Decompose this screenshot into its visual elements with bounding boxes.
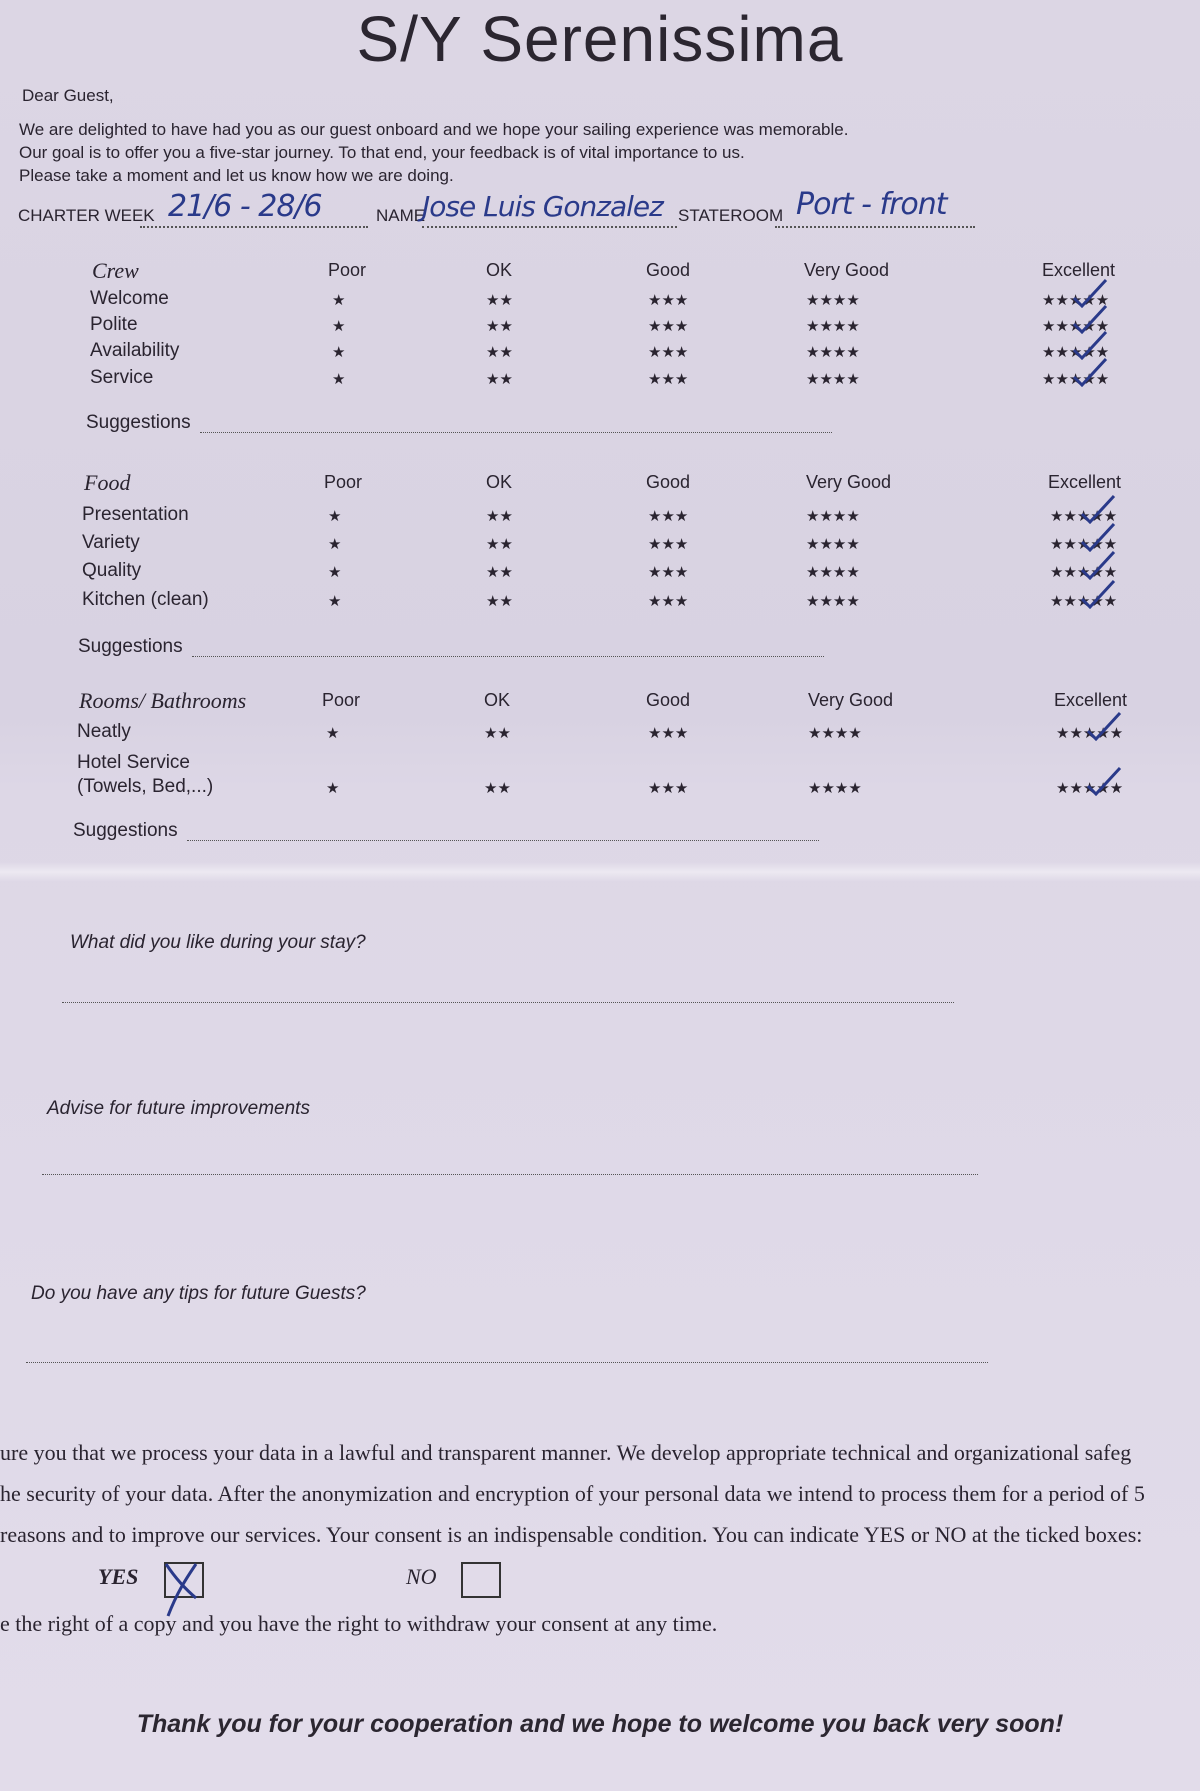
rating-option-5-star[interactable]: ★★★★★ — [1056, 780, 1124, 797]
rating-option-1-star[interactable]: ★ — [326, 780, 340, 797]
consent-no-checkbox[interactable] — [461, 1562, 501, 1598]
form-title: S/Y Serenissima — [356, 3, 844, 75]
stateroom-label: STATEROOM — [678, 206, 784, 225]
paper-fold — [0, 862, 1200, 882]
answer-line-tips[interactable] — [26, 1360, 988, 1363]
rating-item-label: Quality — [82, 560, 142, 581]
rating-option-4-star[interactable]: ★★★★ — [806, 593, 860, 610]
question-liked: What did you like during your stay? — [70, 932, 366, 953]
rating-option-1-star[interactable]: ★ — [328, 536, 342, 553]
rating-header-ok: OK — [486, 260, 513, 280]
rating-option-4-star[interactable]: ★★★★ — [806, 564, 860, 581]
rating-option-3-star[interactable]: ★★★ — [648, 318, 689, 335]
checkmark-icon — [1078, 494, 1118, 524]
rating-option-4-star[interactable]: ★★★★ — [808, 780, 862, 797]
suggestions-label: Suggestions — [73, 820, 178, 841]
rating-option-4-star[interactable]: ★★★★ — [806, 536, 860, 553]
rating-header-ok: OK — [484, 690, 511, 710]
rating-option-2-star[interactable]: ★★ — [486, 536, 513, 553]
rating-header-excellent: Excellent — [1048, 472, 1122, 492]
suggestions-input-line[interactable] — [187, 838, 819, 841]
rating-option-5-star[interactable]: ★★★★★ — [1042, 344, 1110, 361]
rating-option-2-star[interactable]: ★★ — [486, 292, 513, 309]
greeting: Dear Guest, — [22, 86, 114, 105]
rating-option-1-star[interactable]: ★ — [332, 292, 346, 309]
name-value: Jose Luis Gonzalez — [422, 190, 663, 223]
rating-option-5-star[interactable]: ★★★★★ — [1042, 318, 1110, 335]
rating-header-good: Good — [646, 690, 691, 710]
rating-header-poor: Poor — [322, 690, 361, 710]
rating-option-4-star[interactable]: ★★★★ — [806, 371, 860, 388]
rating-item-label: Service — [90, 367, 154, 388]
rating-option-3-star[interactable]: ★★★ — [648, 371, 689, 388]
rating-header-ok: OK — [486, 472, 513, 492]
checkmark-icon — [1070, 357, 1110, 387]
rating-option-5-star[interactable]: ★★★★★ — [1050, 536, 1118, 553]
rating-header-very-good: Very Good — [804, 260, 890, 280]
rating-option-1-star[interactable]: ★ — [326, 725, 340, 742]
question-improvements: Advise for future improvements — [47, 1098, 310, 1119]
rating-item-label: Presentation — [82, 504, 189, 525]
suggestions-label: Suggestions — [78, 636, 183, 657]
rating-option-1-star[interactable]: ★ — [332, 318, 346, 335]
section-title: Food — [84, 470, 131, 495]
rating-option-1-star[interactable]: ★ — [328, 593, 342, 610]
rating-option-3-star[interactable]: ★★★ — [648, 725, 689, 742]
consent-no-label: NO — [406, 1564, 437, 1589]
consent-yes-label: YES — [98, 1564, 139, 1589]
rating-option-5-star[interactable]: ★★★★★ — [1050, 593, 1118, 610]
rating-header-good: Good — [646, 472, 691, 492]
suggestions-input-line[interactable] — [200, 430, 832, 433]
rating-header-poor: Poor — [324, 472, 363, 492]
rating-header-good: Good — [646, 260, 691, 280]
rating-option-4-star[interactable]: ★★★★ — [806, 508, 860, 525]
rating-option-5-star[interactable]: ★★★★★ — [1050, 508, 1118, 525]
rating-header-very-good: Very Good — [806, 472, 892, 492]
rating-option-2-star[interactable]: ★★ — [486, 508, 513, 525]
rating-option-1-star[interactable]: ★ — [332, 371, 346, 388]
rating-header-excellent: Excellent — [1054, 690, 1128, 710]
rating-header-excellent: Excellent — [1042, 260, 1116, 280]
rating-option-3-star[interactable]: ★★★ — [648, 536, 689, 553]
section-title: Crew — [92, 258, 139, 283]
checkmark-icon — [1084, 766, 1124, 796]
rating-option-5-star[interactable]: ★★★★★ — [1042, 292, 1110, 309]
rating-option-4-star[interactable]: ★★★★ — [806, 344, 860, 361]
rating-header-poor: Poor — [328, 260, 367, 280]
rating-item-sublabel: (Towels, Bed,...) — [77, 776, 214, 797]
rating-option-1-star[interactable]: ★ — [332, 344, 346, 361]
legal-line-2: he security of your data. After the anonymization and encryption of your personal data we intend to process them for a period of 5 — [0, 1481, 1145, 1506]
rating-option-4-star[interactable]: ★★★★ — [806, 318, 860, 335]
name-label: NAME — [376, 206, 426, 225]
rating-option-1-star[interactable]: ★ — [328, 508, 342, 525]
rating-item-label: Polite — [90, 314, 138, 335]
rating-option-4-star[interactable]: ★★★★ — [806, 292, 860, 309]
rating-option-2-star[interactable]: ★★ — [486, 564, 513, 581]
suggestions-input-line[interactable] — [192, 654, 824, 657]
rating-option-5-star[interactable]: ★★★★★ — [1042, 371, 1110, 388]
charter-week-label: CHARTER WEEK — [18, 206, 155, 225]
rating-option-2-star[interactable]: ★★ — [486, 371, 513, 388]
rating-item-label: Neatly — [77, 721, 131, 742]
section-title: Rooms/ Bathrooms — [79, 688, 247, 713]
rating-option-3-star[interactable]: ★★★ — [648, 292, 689, 309]
suggestions-label: Suggestions — [86, 412, 191, 433]
rating-item-label: Kitchen (clean) — [82, 589, 209, 610]
checkmark-icon — [1078, 522, 1118, 552]
rating-item-label: Availability — [90, 340, 180, 361]
rating-option-4-star[interactable]: ★★★★ — [808, 725, 862, 742]
rating-option-3-star[interactable]: ★★★ — [648, 593, 689, 610]
stateroom-value: Port - front — [796, 187, 947, 222]
checkmark-icon — [1084, 711, 1124, 741]
rating-option-3-star[interactable]: ★★★ — [648, 508, 689, 525]
rating-option-2-star[interactable]: ★★ — [484, 780, 511, 797]
rating-option-3-star[interactable]: ★★★ — [648, 564, 689, 581]
intro-line-1: We are delighted to have had you as our guest onboard and we hope your sailing experience was memorable. — [19, 120, 849, 139]
answer-line-liked[interactable] — [62, 1000, 954, 1003]
checkmark-icon — [1078, 550, 1118, 580]
rating-option-2-star[interactable]: ★★ — [486, 593, 513, 610]
rating-item-label: Welcome — [90, 288, 169, 309]
intro-line-2: Our goal is to offer you a five-star journey. To that end, your feedback is of vital importance to us. — [19, 143, 745, 162]
rating-item-label: Variety — [82, 532, 140, 553]
rating-option-2-star[interactable]: ★★ — [484, 725, 511, 742]
rating-option-1-star[interactable]: ★ — [328, 564, 342, 581]
legal-line-4: e the right of a copy and you have the right to withdraw your consent at any time. — [0, 1611, 718, 1636]
legal-line-1: ure you that we process your data in a lawful and transparent manner. We develop appropriate technical and organizational safeg — [0, 1440, 1132, 1465]
consent-yes-checkbox[interactable] — [164, 1562, 204, 1598]
question-tips: Do you have any tips for future Guests? — [31, 1283, 366, 1304]
rating-option-2-star[interactable]: ★★ — [486, 344, 513, 361]
rating-option-2-star[interactable]: ★★ — [486, 318, 513, 335]
checkmark-icon — [1078, 579, 1118, 609]
rating-header-very-good: Very Good — [808, 690, 894, 710]
answer-line-improvements[interactable] — [42, 1172, 978, 1175]
rating-option-5-star[interactable]: ★★★★★ — [1056, 725, 1124, 742]
checkmark-icon — [1070, 330, 1110, 360]
rating-option-5-star[interactable]: ★★★★★ — [1050, 564, 1118, 581]
rating-option-3-star[interactable]: ★★★ — [648, 344, 689, 361]
charter-week-value: 21/6 - 28/6 — [168, 189, 322, 224]
legal-line-3: reasons and to improve our services. Your consent is an indispensable condition. You can indicate YES or NO at the ticked boxes: — [0, 1522, 1143, 1547]
intro-line-3: Please take a moment and let us know how we are doing. — [19, 166, 454, 185]
rating-item-label: Hotel Service — [77, 752, 190, 773]
rating-option-3-star[interactable]: ★★★ — [648, 780, 689, 797]
thank-you-message: Thank you for your cooperation and we hope to welcome you back very soon! — [136, 1710, 1064, 1738]
